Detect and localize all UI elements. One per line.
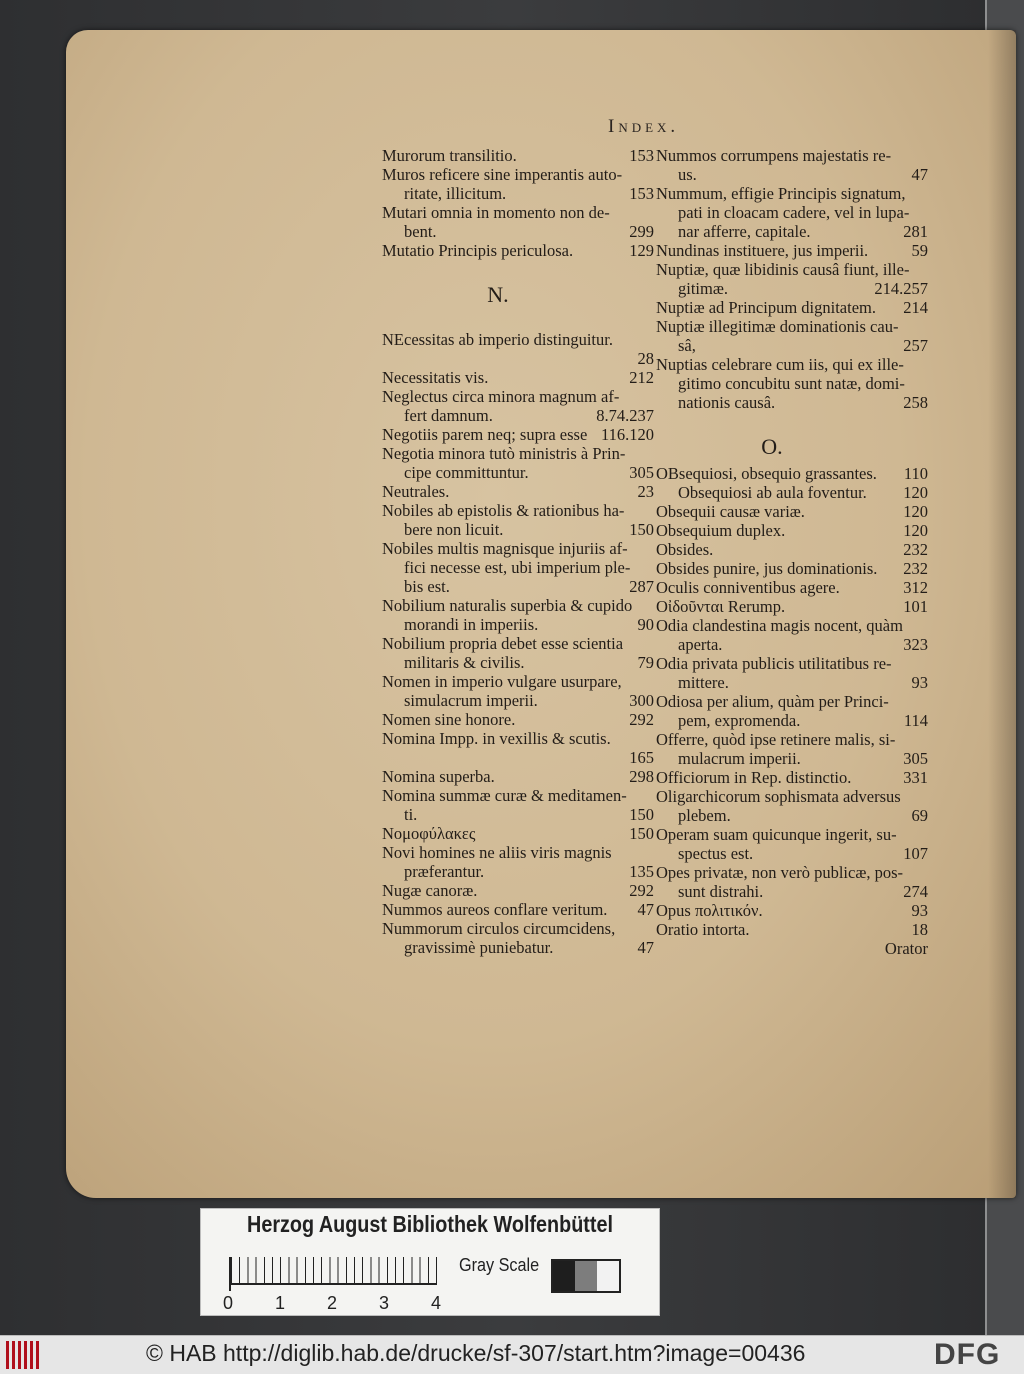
entry-text: Neglectus circa minora magnum af-: [382, 387, 620, 406]
ruler-ticks: [231, 1257, 437, 1283]
index-entry-continuation: [656, 882, 928, 901]
index-entry: [382, 444, 654, 463]
library-label-card: [200, 1208, 660, 1316]
entry-text: ti.: [404, 805, 418, 824]
entry-text: Nuptiæ illegitimæ dominationis cau-: [656, 317, 899, 336]
ruler-baseline: [231, 1283, 437, 1285]
entry-text: Nobilium naturalis superbia & cupido: [382, 596, 633, 615]
entry-text: Nomina Impp. in vexillis & scutis.: [382, 729, 611, 748]
entry-page-ref: 150: [629, 520, 654, 539]
entry-page-ref: 323: [903, 635, 928, 654]
entry-page-ref: 129: [629, 241, 654, 260]
index-entry: [382, 824, 654, 843]
index-entry-continuation: [382, 615, 654, 634]
entry-page-ref: 212: [629, 368, 654, 387]
entry-text: bere non licuit.: [404, 520, 504, 539]
entry-page-ref: 59: [911, 241, 928, 260]
index-entry-continuation: [382, 577, 654, 596]
index-entry: [656, 616, 928, 635]
entry-page-ref: 257: [903, 336, 928, 355]
entry-text: Nuptiæ ad Principum dignitatem.: [656, 298, 876, 317]
ruler-number: 0: [223, 1293, 234, 1313]
gray-scale-label: Gray Scale: [459, 1255, 540, 1275]
index-entry: [382, 634, 654, 653]
index-entry-continuation: [656, 203, 928, 222]
index-entry: [382, 919, 654, 938]
entry-page-ref: 116.120: [600, 425, 654, 444]
entry-text: Necessitatis vis.: [382, 368, 489, 387]
entry-text: plebem.: [678, 806, 731, 825]
index-entry: [656, 146, 928, 165]
entry-text: Odia clandestina magis nocent, quàm: [656, 616, 903, 635]
entry-text: simulacrum imperii.: [404, 691, 538, 710]
entry-page-ref: 298: [629, 767, 654, 786]
gray-swatch: [575, 1261, 597, 1291]
entry-text: Nummos corrumpens majestatis re-: [656, 146, 892, 165]
index-entry: [382, 425, 654, 444]
entry-text: Odiosa per alium, quàm per Princi-: [656, 692, 889, 711]
entry-text: Novi homines ne aliis viris magnis: [382, 843, 612, 862]
entry-text: Oligarchicorum sophismata adversus: [656, 787, 901, 806]
ruler-number: 1: [275, 1293, 286, 1313]
entry-page-ref: 69: [911, 806, 928, 825]
entry-page-ref: 292: [629, 710, 654, 729]
index-column-right: [656, 146, 928, 958]
entry-text: Muros reficere sine imperantis auto-: [382, 165, 623, 184]
entry-page-ref: 47: [637, 938, 654, 957]
index-entry-continuation: [382, 349, 654, 368]
entry-text: Nuptias celebrare cum iis, qui ex ille-: [656, 355, 904, 374]
entry-text: nationis causâ.: [678, 393, 776, 412]
entry-text: mittere.: [678, 673, 729, 692]
dfg-logo: DFG: [934, 1338, 1001, 1371]
entry-text: militaris & civilis.: [404, 653, 525, 672]
entry-page-ref: 107: [903, 844, 928, 863]
entry-page-ref: 8.74.237: [596, 406, 654, 425]
index-entry: [656, 521, 928, 540]
entry-page-ref: 331: [903, 768, 928, 787]
gray-scale-swatches: [551, 1259, 621, 1293]
index-entry: [656, 825, 928, 844]
index-entry: [656, 863, 928, 882]
entry-page-ref: 79: [637, 653, 654, 672]
index-entry: [382, 241, 654, 260]
entry-text: Opes privatæ, non verò publicæ, pos-: [656, 863, 904, 882]
entry-text: us.: [678, 165, 697, 184]
entry-page-ref: 135: [629, 862, 654, 881]
index-entry: [656, 559, 928, 578]
entry-page-ref: 90: [637, 615, 654, 634]
index-entry: [656, 654, 928, 673]
index-entry-continuation: [656, 806, 928, 825]
entry-text: gitimæ.: [678, 279, 728, 298]
entry-text: OBsequiosi, obsequio grassantes.: [656, 464, 877, 483]
index-entry: [382, 330, 654, 349]
entry-page-ref: 120: [903, 521, 928, 540]
index-entry: [382, 165, 654, 184]
column-spacer: [656, 412, 928, 430]
entry-text: Nummum, effigie Principis signatum,: [656, 184, 906, 203]
entry-page-ref: 292: [629, 881, 654, 900]
index-entry-continuation: [656, 165, 928, 184]
index-entry-continuation: [382, 805, 654, 824]
entry-text: Murorum transilitio.: [382, 146, 517, 165]
gray-swatch: [597, 1261, 619, 1291]
column-spacer: [382, 312, 654, 330]
index-entry-continuation: [656, 711, 928, 730]
entry-text: Obsides punire, jus dominationis.: [656, 559, 878, 578]
entry-text: Negotia minora tutò ministris à Prin-: [382, 444, 626, 463]
index-entry: [656, 184, 928, 203]
entry-text: aperta.: [678, 635, 723, 654]
entry-page-ref: 258: [903, 393, 928, 412]
entry-text: bent.: [404, 222, 437, 241]
index-entry: [656, 298, 928, 317]
entry-text: bis est.: [404, 577, 450, 596]
entry-page-ref: 93: [911, 901, 928, 920]
index-entry-continuation: [656, 844, 928, 863]
entry-text: Nomen in imperio vulgare usurpare,: [382, 672, 622, 691]
entry-page-ref: 150: [629, 824, 654, 843]
index-entry: [382, 596, 654, 615]
entry-text: Nummos aureos conflare veritum.: [382, 900, 608, 919]
index-entry-continuation: [656, 635, 928, 654]
entry-page-ref: 305: [629, 463, 654, 482]
entry-page-ref: 28: [637, 349, 654, 368]
entry-page-ref: 214: [903, 298, 928, 317]
index-entry: [382, 482, 654, 501]
entry-page-ref: 165: [629, 748, 654, 767]
index-entry: [656, 502, 928, 521]
entry-page-ref: 312: [903, 578, 928, 597]
index-entry: [656, 355, 928, 374]
entry-text: Nugæ canoræ.: [382, 881, 478, 900]
ruler-number: 4: [431, 1293, 442, 1313]
entry-text: Mutari omnia in momento non de-: [382, 203, 610, 222]
entry-text: præferantur.: [404, 862, 485, 881]
entry-text: Obsides.: [656, 540, 714, 559]
index-entry: [656, 787, 928, 806]
running-head: Index.: [608, 116, 680, 137]
index-entry-continuation: [656, 673, 928, 692]
index-entry-continuation: [382, 184, 654, 203]
entry-text: Nomen sine honore.: [382, 710, 516, 729]
index-entry-continuation: [382, 558, 654, 577]
index-entry: [382, 501, 654, 520]
index-entry: [382, 368, 654, 387]
entry-text: Obsequii causæ variæ.: [656, 502, 805, 521]
entry-page-ref: 120: [903, 483, 928, 502]
entry-text: Nuptiæ, quæ libidinis causâ fiunt, ille-: [656, 260, 910, 279]
entry-text: fert damnum.: [404, 406, 493, 425]
catchword: Orator: [884, 939, 928, 958]
index-entry: [382, 767, 654, 786]
entry-text: Nummorum circulos circumcidens,: [382, 919, 616, 938]
index-entry: [656, 260, 928, 279]
ruler-numbers: [223, 1293, 483, 1314]
index-entry: [656, 901, 928, 920]
entry-page-ref: 232: [903, 540, 928, 559]
index-entry: [656, 317, 928, 336]
column-spacer: [382, 260, 654, 278]
index-entry: [656, 241, 928, 260]
index-entry-continuation: [656, 222, 928, 241]
index-entry-continuation: [382, 222, 654, 241]
index-entry: [656, 578, 928, 597]
entry-text: ritate, illicitum.: [404, 184, 507, 203]
entry-text: Opus πολιτικόν.: [656, 901, 763, 920]
section-letter: N.: [487, 282, 509, 307]
index-entry-continuation: [656, 374, 928, 393]
entry-text: mulacrum imperii.: [678, 749, 801, 768]
footer-bar: [0, 1335, 1024, 1374]
entry-text: Neutrales.: [382, 482, 450, 501]
index-entry-continuation: [382, 520, 654, 539]
index-entry: [382, 539, 654, 558]
index-entry: [656, 540, 928, 559]
entry-text: Officiorum in Rep. distinctio.: [656, 768, 852, 787]
entry-page-ref: 93: [911, 673, 928, 692]
index-entry-continuation: [382, 862, 654, 881]
index-entry-continuation: [656, 749, 928, 768]
library-name: Herzog August Bibliothek Wolfenbüttel: [247, 1211, 613, 1237]
section-letter: O.: [761, 434, 783, 459]
entry-text: Νομοφύλακες: [382, 824, 476, 843]
index-entry-continuation: [382, 691, 654, 710]
index-entry: [656, 692, 928, 711]
entry-text: Nomina summæ curæ & meditamen-: [382, 786, 627, 805]
entry-text: Odia privata publicis utilitatibus re-: [656, 654, 892, 673]
index-entry-continuation: [656, 336, 928, 355]
entry-text: gitimo concubitu sunt natæ, domi-: [678, 374, 905, 393]
entry-page-ref: 101: [903, 597, 928, 616]
index-entry: [382, 729, 654, 748]
index-entry: [656, 597, 928, 616]
entry-page-ref: 274: [903, 882, 928, 901]
index-entry-continuation: [382, 748, 654, 767]
entry-text: Mutatio Principis periculosa.: [382, 241, 574, 260]
entry-text: morandi in imperiis.: [404, 615, 539, 634]
index-entry: [382, 387, 654, 406]
entry-text: Obsequium duplex.: [656, 521, 786, 540]
index-entry: [656, 920, 928, 939]
hab-logo-icon: [6, 1341, 42, 1369]
source-url-text[interactable]: © HAB http://diglib.hab.de/drucke/sf-307/start.htm?image=00436: [146, 1340, 806, 1366]
entry-page-ref: 299: [629, 222, 654, 241]
index-entry-continuation: [382, 463, 654, 482]
entry-text: Oculis conniventibus agere.: [656, 578, 840, 597]
entry-text: Nobiles multis magnisque injuriis af-: [382, 539, 628, 558]
entry-text: spectus est.: [678, 844, 754, 863]
entry-page-ref: 23: [637, 482, 654, 501]
entry-text: Nobiles ab epistolis & rationibus ha-: [382, 501, 625, 520]
entry-text: sunt distrahi.: [678, 882, 764, 901]
entry-text: Oratio intorta.: [656, 920, 750, 939]
index-entry: [382, 146, 654, 165]
entry-text: NEcessitas ab imperio distinguitur.: [382, 330, 613, 349]
index-entry: [382, 203, 654, 222]
entry-text: Operam suam quicunque ingerit, su-: [656, 825, 897, 844]
entry-text: Offerre, quòd ipse retinere malis, si-: [656, 730, 896, 749]
entry-page-ref: 232: [903, 559, 928, 578]
index-entry: [382, 900, 654, 919]
entry-page-ref: 281: [903, 222, 928, 241]
entry-text: Nomina superba.: [382, 767, 495, 786]
entry-text: sâ,: [678, 336, 696, 355]
entry-page-ref: 305: [903, 749, 928, 768]
index-entry: [382, 881, 654, 900]
ruler-number: 2: [327, 1293, 338, 1313]
index-entry: [656, 768, 928, 787]
index-entry-continuation: [656, 483, 928, 502]
gray-swatch: [553, 1261, 575, 1291]
index-entry-continuation: [382, 406, 654, 425]
index-entry: [382, 786, 654, 805]
entry-page-ref: 153: [629, 184, 654, 203]
index-entry: [382, 843, 654, 862]
entry-text: Οἰδοῦνται Rerump.: [656, 597, 786, 616]
entry-page-ref: 18: [911, 920, 928, 939]
entry-page-ref: 214.257: [874, 279, 928, 298]
entry-text: cipe committuntur.: [404, 463, 529, 482]
measurement-ruler: [229, 1257, 437, 1291]
index-entry-continuation: [382, 938, 654, 957]
ruler-number: 3: [379, 1293, 390, 1313]
entry-page-ref: 110: [903, 464, 928, 483]
entry-page-ref: 114: [903, 711, 928, 730]
index-entry-continuation: [656, 393, 928, 412]
index-entry: [382, 710, 654, 729]
entry-page-ref: 153: [629, 146, 654, 165]
index-entry-continuation: [656, 279, 928, 298]
entry-text: Nundinas instituere, jus imperii.: [656, 241, 869, 260]
index-entry: [656, 464, 928, 483]
entry-page-ref: 47: [911, 165, 928, 184]
entry-text: pem, expromenda.: [678, 711, 801, 730]
index-entry: [656, 730, 928, 749]
entry-text: Nobilium propria debet esse scientia: [382, 634, 624, 653]
entry-text: pati in cloacam cadere, vel in lupa-: [678, 203, 910, 222]
entry-page-ref: 47: [637, 900, 654, 919]
entry-page-ref: 300: [629, 691, 654, 710]
entry-text: nar afferre, capitale.: [678, 222, 811, 241]
entry-text: Negotiis parem neq; supra esse: [382, 425, 588, 444]
entry-page-ref: 150: [629, 805, 654, 824]
entry-text: Obsequiosi ab aula foventur.: [678, 483, 867, 502]
index-entry-continuation: [382, 653, 654, 672]
entry-page-ref: 287: [629, 577, 654, 596]
entry-text: fici necesse est, ubi imperium ple-: [404, 558, 631, 577]
index-column-left: [382, 146, 654, 957]
entry-page-ref: 120: [903, 502, 928, 521]
entry-text: gravissimè puniebatur.: [404, 938, 554, 957]
index-entry: [382, 672, 654, 691]
